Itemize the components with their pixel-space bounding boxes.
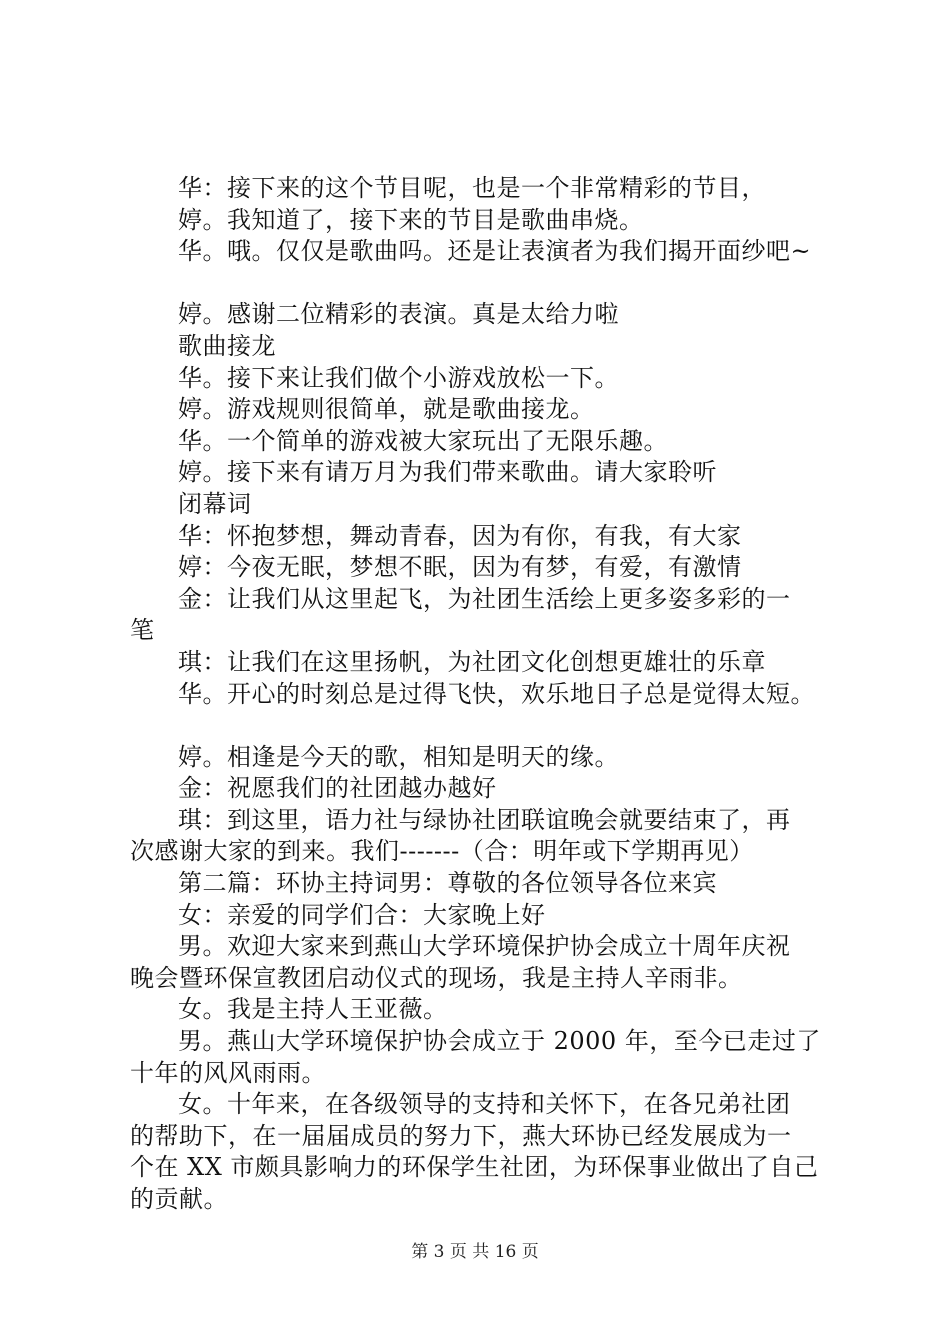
text-line: 金：让我们从这里起飞，为社团生活绘上更多姿多彩的一 xyxy=(178,584,791,613)
text-line: 华。接下来让我们做个小游戏放松一下。 xyxy=(178,363,619,392)
text-line: 华：接下来的这个节目呢，也是一个非常精彩的节目， xyxy=(178,174,766,202)
text-line: 婷。游戏规则很简单，就是歌曲接龙。 xyxy=(178,395,595,424)
text-line: 男。欢迎大家来到燕山大学环境保护协会成立十周年庆祝 xyxy=(178,932,791,961)
text-line: 女：亲爱的同学们合：大家晚上好 xyxy=(178,900,546,929)
blank-line xyxy=(130,710,850,742)
text-line: 女。十年来，在各级领导的支持和关怀下，在各兄弟社团 xyxy=(178,1090,791,1119)
text-line: 女。我是主持人王亚薇。 xyxy=(178,995,448,1024)
text-line: 笔 xyxy=(130,616,155,645)
text-line: 婷：今夜无眠，梦想不眠，因为有梦，有爱，有激情 xyxy=(178,553,742,582)
text-line: 婷。接下来有请万月为我们带来歌曲。请大家聆听 xyxy=(178,458,717,487)
blank-line xyxy=(130,268,850,300)
text-line: 次感谢大家的到来。我们-------（合：明年或下学期再见） xyxy=(130,837,754,866)
text-line: 的帮助下，在一届届成员的努力下，燕大环协已经发展成为一 xyxy=(130,1121,792,1150)
text-line: 第二篇：环协主持词男：尊敬的各位领导各位来宾 xyxy=(178,869,717,898)
text-line: 华。开心的时刻总是过得飞快，欢乐地日子总是觉得太短。 xyxy=(178,679,815,708)
text-line: 个在 XX 市颇具影响力的环保学生社团，为环保事业做出了自己 xyxy=(130,1153,819,1182)
text-line: 华。哦。仅仅是歌曲吗。还是让表演者为我们揭开面纱吧~ xyxy=(178,237,812,266)
text-line: 十年的风风雨雨。 xyxy=(130,1058,326,1087)
text-line: 琪：到这里，语力社与绿协社团联谊晚会就要结束了，再 xyxy=(178,805,791,834)
text-line: 歌曲接龙 xyxy=(178,331,276,360)
text-line: 华。一个简单的游戏被大家玩出了无限乐趣。 xyxy=(178,426,668,455)
text-line: 的贡献。 xyxy=(130,1185,228,1213)
text-line: 华：怀抱梦想，舞动青春，因为有你，有我，有大家 xyxy=(178,521,742,550)
text-line: 婷。感谢二位精彩的表演。真是太给力啦 xyxy=(178,300,619,329)
text-line: 婷。相逢是今天的歌，相知是明天的缘。 xyxy=(178,742,619,771)
text-line: 金：祝愿我们的社团越办越好 xyxy=(178,774,497,803)
page-footer: 第 3 页 共 16 页 xyxy=(411,1242,539,1262)
text-line: 晚会暨环保宣教团启动仪式的现场，我是主持人辛雨非。 xyxy=(130,963,743,992)
text-line: 男。燕山大学环境保护协会成立于 2000 年，至今已走过了 xyxy=(178,1027,821,1056)
text-line: 婷。我知道了，接下来的节目是歌曲串烧。 xyxy=(178,205,644,234)
document-body xyxy=(130,173,850,1216)
text-line: 琪：让我们在这里扬帆，为社团文化创想更雄壮的乐章 xyxy=(178,647,766,676)
text-line: 闭幕词 xyxy=(178,489,252,518)
